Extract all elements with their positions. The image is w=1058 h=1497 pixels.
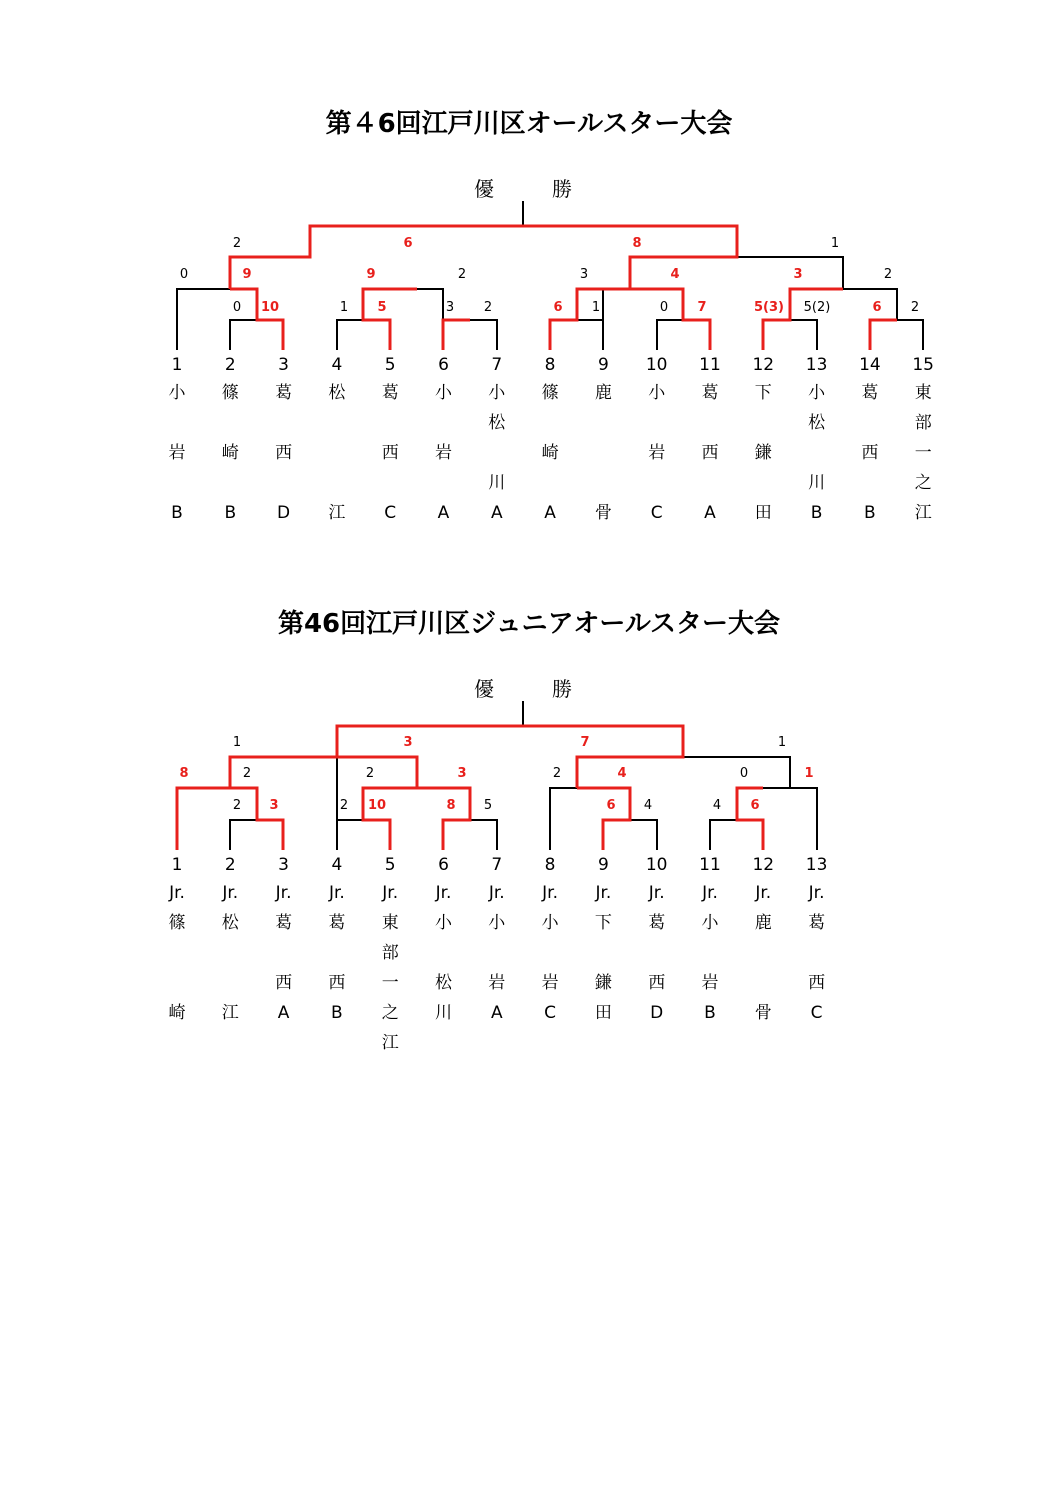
team-number: 7 xyxy=(491,855,503,875)
score-label: 10 xyxy=(260,300,280,315)
team-name-char: 葛 xyxy=(861,383,879,403)
team-name-char: 下 xyxy=(754,383,772,403)
score-label: 9 xyxy=(242,267,252,282)
team-name-char: 川 xyxy=(488,473,506,493)
team-name-char: 葛 xyxy=(275,913,293,933)
team-name-char: 松 xyxy=(328,383,346,403)
score-label: 5(2) xyxy=(803,300,831,315)
score-label: 2 xyxy=(883,267,893,282)
team-name-char: D xyxy=(650,1003,664,1023)
team-name-char: 岩 xyxy=(488,973,506,993)
team-name-char xyxy=(578,938,628,968)
team-name-char: 部 xyxy=(381,943,399,963)
team-name-char: 松 xyxy=(808,413,826,433)
team-name-char: 鹿 xyxy=(594,383,612,403)
team-number: 6 xyxy=(438,855,449,875)
team-name-char: 部 xyxy=(914,413,932,433)
team-name-char: 西 xyxy=(648,973,666,993)
bracket-line xyxy=(337,820,363,850)
team-name-char: 骨 xyxy=(754,1003,772,1023)
team-name-char: 葛 xyxy=(808,913,826,933)
champion-label-1b: 勝 xyxy=(552,177,572,201)
team-name-char xyxy=(312,938,362,968)
team-name-char: 岩 xyxy=(168,443,186,463)
team-name-char: 骨 xyxy=(594,503,612,523)
team-number: 15 xyxy=(912,355,934,375)
team-number: 2 xyxy=(224,855,236,875)
team-name-char: 鹿 xyxy=(754,913,772,933)
team-name-char: 小 xyxy=(648,383,666,403)
team-number: 2 xyxy=(224,355,236,375)
team-name-char: 小 xyxy=(541,913,559,933)
team-number: 8 xyxy=(544,855,556,875)
team-name-char: B xyxy=(331,1003,343,1023)
team-entry xyxy=(738,852,788,1028)
team-entry xyxy=(205,852,255,1028)
team-number: 11 xyxy=(699,855,721,875)
team-entry xyxy=(419,852,469,1028)
score-label: 0 xyxy=(232,300,242,315)
team-name-char: B xyxy=(704,1003,716,1023)
team-name-char: A xyxy=(490,1003,503,1023)
score-label: 7 xyxy=(580,735,590,750)
team-entry xyxy=(365,852,415,1058)
team-number: 5 xyxy=(384,855,396,875)
team-name-char xyxy=(259,938,309,968)
score-label: 4 xyxy=(670,267,680,282)
team-name-char: 江 xyxy=(914,503,932,523)
team-name-char: B xyxy=(864,503,876,523)
score-label: 2 xyxy=(242,766,252,781)
team-name-char: 崎 xyxy=(221,443,239,463)
bracket-line xyxy=(683,757,790,788)
score-label: 1 xyxy=(591,300,601,315)
team-name-char: 葛 xyxy=(648,913,666,933)
team-name-char: 葛 xyxy=(381,383,399,403)
score-label: 1 xyxy=(232,735,242,750)
score-label: 8 xyxy=(632,236,642,251)
team-entry xyxy=(259,852,309,1028)
team-name-char: 葛 xyxy=(701,383,719,403)
team-entry xyxy=(525,852,575,1028)
team-name-char: C xyxy=(384,503,397,523)
team-name-char: Jr. xyxy=(488,883,505,903)
team-name-char: 西 xyxy=(861,443,879,463)
team-name-char: A xyxy=(544,503,556,523)
team-name-char: 一 xyxy=(381,973,399,993)
team-name-char: B xyxy=(224,503,237,523)
team-name-char: 江 xyxy=(381,1033,399,1053)
team-name-char: 一 xyxy=(914,443,932,463)
team-name-char: 西 xyxy=(275,443,293,463)
team-name-char: 之 xyxy=(914,473,932,493)
team-name-char: 之 xyxy=(381,1003,399,1023)
team-number: 5 xyxy=(384,355,396,375)
team-name-char: 下 xyxy=(594,913,612,933)
score-label: 2 xyxy=(910,300,920,315)
team-number: 10 xyxy=(645,355,668,375)
score-label: 3 xyxy=(269,798,279,813)
bracket-line xyxy=(710,820,737,850)
score-label: 9 xyxy=(366,267,376,282)
team-name-char: 松 xyxy=(221,913,239,933)
team-name-char: A xyxy=(490,503,503,523)
team-name-char: 東 xyxy=(914,383,932,403)
team-entry xyxy=(578,852,628,1028)
team-number: 13 xyxy=(805,355,828,375)
team-entry xyxy=(152,852,202,1028)
team-number: 6 xyxy=(438,355,449,375)
team-name-char xyxy=(152,938,202,968)
team-name-char: 鎌 xyxy=(754,443,772,463)
team-name-char xyxy=(525,938,575,968)
score-label: 5 xyxy=(483,798,493,813)
team-number: 9 xyxy=(597,355,609,375)
team-name-char: 小 xyxy=(701,913,719,933)
score-label: 2 xyxy=(457,267,467,282)
score-label: 2 xyxy=(232,798,242,813)
team-name-char: Jr. xyxy=(755,883,772,903)
team-number: 10 xyxy=(645,855,668,875)
team-name-char: 小 xyxy=(168,383,186,403)
team-name-char: 篠 xyxy=(168,913,186,933)
score-label: 4 xyxy=(617,766,627,781)
team-name-char: C xyxy=(650,503,663,523)
team-name-char: 西 xyxy=(328,973,346,993)
score-label: 1 xyxy=(830,236,840,251)
team-name-char xyxy=(632,938,682,968)
team-name-char: Jr. xyxy=(702,883,718,903)
team-name-char xyxy=(205,938,255,968)
team-name-char: 江 xyxy=(221,1003,239,1023)
team-name-char: Jr. xyxy=(648,883,665,903)
team-number: 4 xyxy=(331,855,343,875)
team-name-char: A xyxy=(704,503,716,523)
score-label: 7 xyxy=(697,300,707,315)
team-name-char: C xyxy=(544,1003,557,1023)
team-name-char: 田 xyxy=(754,503,772,523)
team-number: 14 xyxy=(859,355,881,375)
team-name-char: 松 xyxy=(488,413,506,433)
team-number: 11 xyxy=(699,355,721,375)
team-name-char: C xyxy=(810,1003,823,1023)
team-entry xyxy=(632,852,682,1028)
team-name-char: 西 xyxy=(381,443,399,463)
team-name-char: 西 xyxy=(808,973,826,993)
team-entry xyxy=(685,852,735,1028)
team-name-char: 篠 xyxy=(541,383,559,403)
score-label: 3 xyxy=(793,267,803,282)
tournament-1-title: 第４6回江戸川区オールスター大会 xyxy=(325,109,733,139)
team-name-char: 小 xyxy=(435,383,452,403)
score-label: 2 xyxy=(339,798,349,813)
score-label: 3 xyxy=(457,766,467,781)
score-label: 6 xyxy=(403,236,413,251)
winner-path xyxy=(417,788,470,850)
score-label: 2 xyxy=(232,236,242,251)
team-name-char: A xyxy=(277,1003,290,1023)
score-label: 1 xyxy=(339,300,349,315)
team-name-char xyxy=(472,938,522,968)
score-label: 4 xyxy=(643,798,653,813)
score-label: 1 xyxy=(777,735,787,750)
score-label: 10 xyxy=(367,798,387,813)
team-number: 3 xyxy=(278,355,289,375)
score-label: 8 xyxy=(446,798,456,813)
team-name-char: 岩 xyxy=(541,973,559,993)
bracket-line xyxy=(470,820,497,850)
winner-path xyxy=(523,726,683,788)
team-name-char: 東 xyxy=(381,913,399,933)
team-name-char xyxy=(738,938,788,968)
team-name-char: Jr. xyxy=(275,883,292,903)
bracket-line xyxy=(230,820,257,850)
score-label: 2 xyxy=(365,766,375,781)
team-number: 4 xyxy=(331,355,343,375)
team-number: 1 xyxy=(171,355,183,375)
score-label: 0 xyxy=(739,766,749,781)
team-name-char: 岩 xyxy=(435,443,452,463)
score-label: 6 xyxy=(872,300,882,315)
team-entry xyxy=(792,852,842,1028)
score-label: 0 xyxy=(179,267,189,282)
score-label: 8 xyxy=(179,766,189,781)
bracket-line xyxy=(550,788,577,850)
team-name-char: 葛 xyxy=(328,913,346,933)
score-label: 6 xyxy=(553,300,563,315)
score-label: 3 xyxy=(579,267,589,282)
score-label: 6 xyxy=(750,798,760,813)
team-name-char: 田 xyxy=(594,1003,612,1023)
bracket-line xyxy=(630,820,657,850)
team-name-char xyxy=(792,938,842,968)
tournament-2-title: 第46回江戸川区ジュニアオールスター大会 xyxy=(277,609,781,639)
winner-path xyxy=(577,788,630,850)
team-entry xyxy=(472,852,522,1028)
champion-label-2a: 優 xyxy=(474,677,494,701)
team-name-char: 岩 xyxy=(648,443,666,463)
team-name-char: Jr. xyxy=(328,883,345,903)
team-name-char: 小 xyxy=(435,913,452,933)
team-name-char: 葛 xyxy=(275,383,293,403)
team-name-char: Jr. xyxy=(222,883,239,903)
score-label: 1 xyxy=(804,766,814,781)
score-label: 2 xyxy=(552,766,562,781)
team-name-char: 江 xyxy=(328,503,346,523)
team-name-char: 岩 xyxy=(701,973,719,993)
score-label: 3 xyxy=(445,300,455,315)
team-name-char: Jr. xyxy=(808,883,825,903)
score-label: 6 xyxy=(606,798,616,813)
team-name-char xyxy=(738,968,788,998)
score-label: 5(3) xyxy=(754,300,784,315)
team-name-char: B xyxy=(171,503,183,523)
team-name-char xyxy=(419,938,469,968)
team-number: 9 xyxy=(597,855,609,875)
team-name-char: Jr. xyxy=(169,883,185,903)
team-name-char: 川 xyxy=(808,473,826,493)
team-name-char: 小 xyxy=(488,913,506,933)
team-name-char xyxy=(685,938,735,968)
champion-label-2b: 勝 xyxy=(552,677,572,701)
team-number: 13 xyxy=(805,855,828,875)
team-name-char: D xyxy=(277,503,291,523)
team-name-char: Jr. xyxy=(435,883,452,903)
team-name-char: 小 xyxy=(488,383,506,403)
team-entry xyxy=(312,852,362,1028)
team-name-char: Jr. xyxy=(382,883,399,903)
team-name-char: 小 xyxy=(808,383,826,403)
team-name-char: 崎 xyxy=(541,443,559,463)
team-number: 3 xyxy=(278,855,289,875)
team-number: 8 xyxy=(544,355,556,375)
team-name-char: A xyxy=(437,503,450,523)
team-number: 7 xyxy=(491,355,503,375)
score-label: 0 xyxy=(659,300,669,315)
score-label: 4 xyxy=(712,798,722,813)
team-name-char: 篠 xyxy=(221,383,239,403)
team-name-char: 鎌 xyxy=(594,973,612,993)
champion-label-1a: 優 xyxy=(474,177,494,201)
team-name-char: 西 xyxy=(275,973,293,993)
score-label: 2 xyxy=(483,300,493,315)
bracket-line xyxy=(763,788,817,850)
team-name-char xyxy=(152,968,202,998)
team-name-char: Jr. xyxy=(542,883,559,903)
score-label: 5 xyxy=(377,300,387,315)
team-name-char: 川 xyxy=(435,1003,452,1023)
team-name-char: B xyxy=(810,503,823,523)
score-label: 3 xyxy=(403,735,413,750)
team-name-char: 崎 xyxy=(168,1003,186,1023)
team-name-char xyxy=(205,968,255,998)
team-name-char: 西 xyxy=(701,443,719,463)
team-number: 12 xyxy=(752,855,775,875)
team-number: 12 xyxy=(752,355,775,375)
team-name-char: 松 xyxy=(435,973,452,993)
team-number: 1 xyxy=(171,855,183,875)
team-name-char: Jr. xyxy=(595,883,612,903)
